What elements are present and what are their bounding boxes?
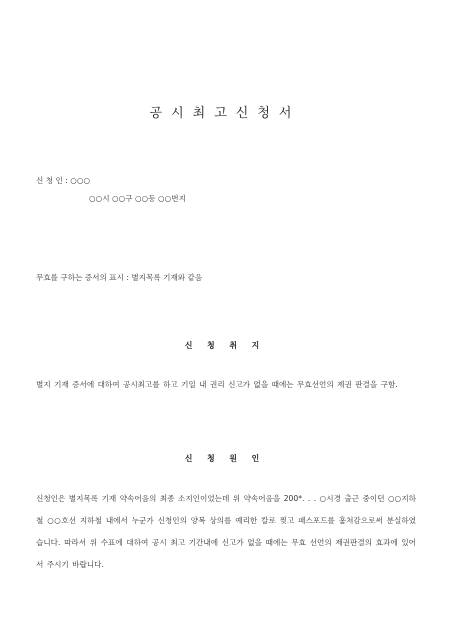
invalid-document-line: 무효를 구하는 증서의 표시 : 별지목록 기재와 같음 xyxy=(36,273,203,282)
reason-paragraph: 신청인은 별지목록 기재 약속어음의 최종 소지인이었는데 위 약속어음을 200*. . . ○시경 출근 중이던 ○○지하철 ○○호선 지하철 내에서 누군가 신청인의 양복 상의를 예리한 칼로 찢고 패스포드를 훔쳐감으로써 분실하였습니다. 따라서 위 수표에 대하여 공시 최고 기간내에 신고가 없을 때에는 무효 선언의 제권판결의 효과에 있어서 주시기 바랍니다. xyxy=(36,494,416,569)
document-title: 공시최고신청서 xyxy=(149,106,301,121)
purpose-paragraph: 별지 기재 증서에 대하여 공시최고를 하고 기일 내 권리 신고가 없을 때에는 무효선언의 제권 판결을 구함. xyxy=(36,380,398,389)
purpose-heading: 신 청 취 지 xyxy=(184,341,266,350)
applicant-line: 신 청 인 : ○○○ xyxy=(36,176,91,185)
reason-heading: 신 청 원 인 xyxy=(184,454,266,463)
applicant-address: ○○시 ○○구 ○○동 ○○번지 xyxy=(89,194,186,203)
